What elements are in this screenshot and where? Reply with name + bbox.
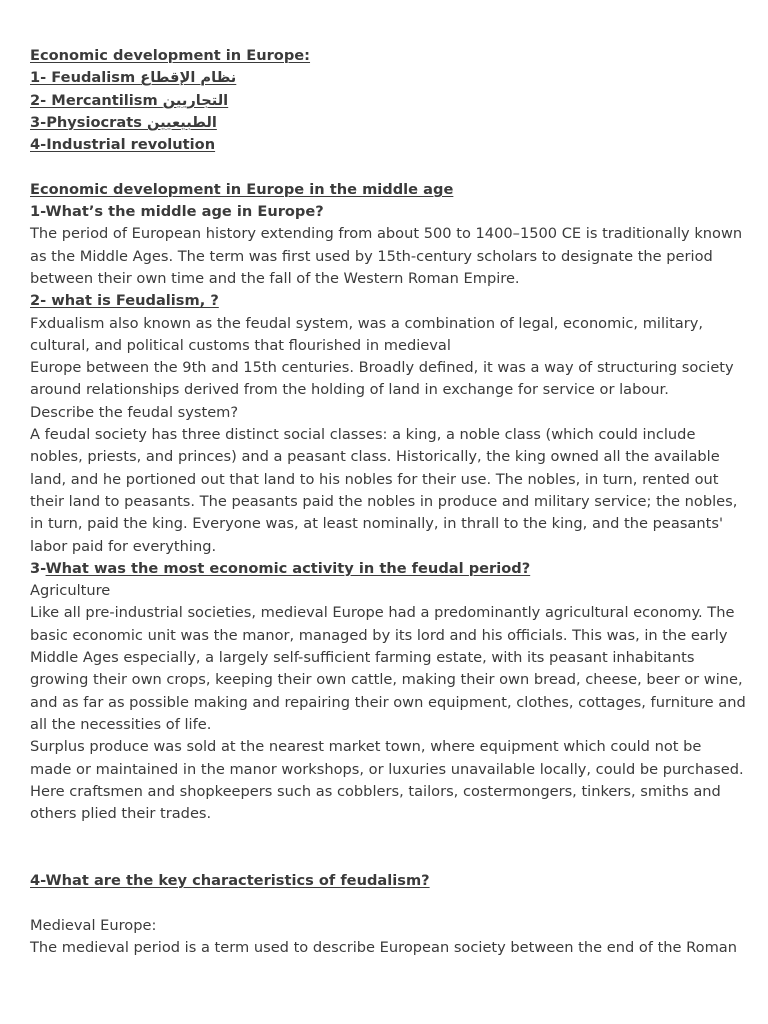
answer-2-part-2: Europe between the 9th and 15th centuries. Broadly defined, it was a way of structuring society around relationships derived from the holding of land in exchange for service or labour. xyxy=(30,359,734,399)
question-3-text: What was the most economic activity in the feudal period? xyxy=(45,559,531,577)
answer-4-subtitle: Medieval Europe: xyxy=(30,916,157,934)
answer-3-part-2: Surplus produce was sold at the nearest market town, where equipment which could not be made or maintained in the manor workshops, or luxuries unavailable locally, could be purchased. Here craftsmen and shopkeepers such as cobblers, tailors, costermongers, tinkers, smiths and others plied their trades. xyxy=(30,738,744,823)
answer-1: The period of European history extending from about 500 to 1400–1500 CE is traditionally known as the Middle Ages. The term was first used by 15th-century scholars to designate the period between their own time and the fall of the Western Roman Empire. xyxy=(30,225,743,287)
document-body xyxy=(30,45,746,959)
question-1: 1-What’s the middle age in Europe? xyxy=(30,203,324,221)
answer-3-part-1: Like all pre-industrial societies, medieval Europe had a predominantly agricultural economy. The basic economic unit was the manor, managed by its lord and his officials. This was, in the early Middle Ages especially, a largely self-sufficient farming estate, with its peasant inhabitants growing their own crops, keeping their own cattle, making their own bread, cheese, beer or wine, and as far as possible making and repairing their own equipment, clothes, cottages, furniture and all the necessities of life. xyxy=(30,604,746,733)
question-4: 4-What are the key characteristics of feudalism? xyxy=(30,871,430,889)
answer-3-title: Agriculture xyxy=(30,582,111,600)
answer-2-part-1: Fxdualism also known as the feudal system, was a combination of legal, economic, military, cultural, and political customs that flourished in medieval xyxy=(30,314,704,354)
spacer xyxy=(30,892,746,914)
intro-item-industrial-revolution: 4-Industrial revolution xyxy=(30,136,216,154)
intro-title: Economic development in Europe: xyxy=(30,47,311,64)
question-3-number: 3- xyxy=(30,559,46,577)
question-3 xyxy=(30,558,746,580)
section-title-middle-age: Economic development in Europe in the middle age xyxy=(30,180,454,198)
sub-answer-feudal-system: A feudal society has three distinct social classes: a king, a noble class (which could include nobles, priests, and princes) and a peasant class. Historically, the king owned all the available land, and he portioned out that land to his nobles for their use. The nobles, in turn, rented out their land to peasants. The peasants paid the nobles in produce and military service; the nobles, in turn, paid the king. Everyone was, at least nominally, in thrall to the king, and the peasants' labor paid for everything. xyxy=(30,426,738,555)
intro-item-mercantilism: 2- Mercantilism التجاريين xyxy=(30,91,229,109)
sub-question-feudal-system: Describe the feudal system? xyxy=(30,403,239,421)
spacer xyxy=(30,156,746,178)
intro-item-feudalism: 1- Feudalism نظام الإقطاع xyxy=(30,69,237,87)
spacer xyxy=(30,825,746,847)
intro-item-physiocrats: 3-Physiocrats الطبيعيين xyxy=(30,113,217,131)
answer-4: The medieval period is a term used to describe European society between the end of the Roman xyxy=(30,938,737,956)
question-2: 2- what is Feudalism, ? xyxy=(30,292,219,310)
spacer xyxy=(30,848,746,870)
